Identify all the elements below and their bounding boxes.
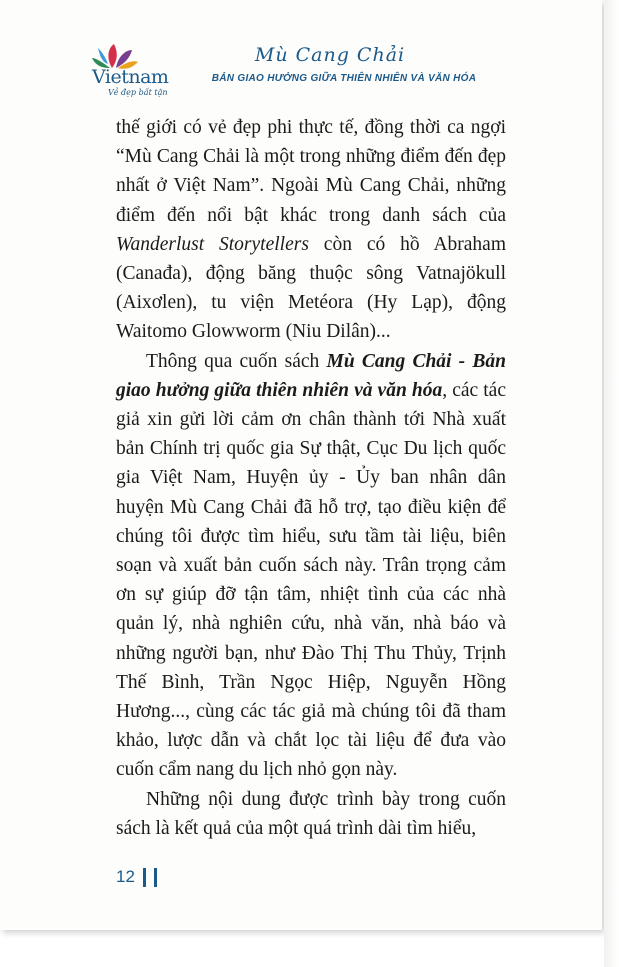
italic-publication-name: Wanderlust Storytellers — [116, 233, 309, 255]
paragraph-continuation — [116, 113, 506, 347]
book-title-emphasis: Mù Cang Chải - Bản giao hưởng giữa thiên nhiên và văn hóa — [116, 350, 506, 401]
paragraph-text: Thông qua cuốn sách — [146, 350, 327, 372]
paragraph-text: còn có hồ Abraham (Canađa), động băng thuộc sông Vatnajökull (Aixơlen), tu viện Metéora (Hy Lạp), động Waitomo Glowworm (Niu Dilân)... — [116, 233, 506, 343]
page-number-divider — [154, 868, 157, 887]
page-number: 12 — [116, 867, 135, 886]
paragraph-text: thế giới có vẻ đẹp phi thực tế, đồng thời ca ngợi “Mù Cang Chải là một trong những điểm đến đẹp nhất ở Việt Nam”. Ngoài Mù Cang Chải, những điểm đến nổi bật khác trong danh sách của — [116, 117, 506, 226]
running-header-title: Mù Cang Chải — [254, 44, 406, 66]
paragraph-acknowledgement — [116, 347, 506, 785]
page-body — [116, 113, 506, 843]
logo-tagline: Vẻ đẹp bất tận — [108, 88, 168, 97]
paragraph-text: , các tác giả xin gửi lời cảm ơn chân thành tới Nhà xuất bản Chính trị quốc gia Sự thật, Cục Du lịch quốc gia Việt Nam, Huyện ủy - Ủy ban nhân dân huyện Mù Cang Chải đã hỗ trợ, tạo điều kiện để chúng tôi được tìm hiểu, sưu tầm tài liệu, biên soạn và xuất bản cuốn sách này. Trân trọng cảm ơn sự giúp đỡ tận tâm, nhiệt tình của các nhà quản lý, nhà nghiên cứu, nhà văn, nhà báo và những người bạn, như Đào Thị Thu Thủy, Trịnh Thế Bình, Trần Ngọc Hiệp, Nguyễn Hồng Hương..., cùng các tác giả mà chúng tôi đã tham khảo, lược dẫn và chắt lọc tài liệu để đưa vào cuốn cẩm nang du lịch nhỏ gọn này. — [116, 379, 506, 781]
paragraph-text: Những nội dung được trình bày trong cuốn sách là kết quả của một quá trình dài tìm hiểu, — [116, 788, 506, 839]
page-footer — [116, 866, 157, 888]
running-header-subtitle: BẢN GIAO HƯỞNG GIỮA THIÊN NHIÊN VÀ VĂN HÓA — [211, 73, 477, 84]
paragraph-content — [116, 785, 506, 843]
page-number-divider — [143, 868, 146, 887]
logo-wordmark: Vietnam — [92, 66, 169, 88]
page-edge — [604, 0, 619, 967]
